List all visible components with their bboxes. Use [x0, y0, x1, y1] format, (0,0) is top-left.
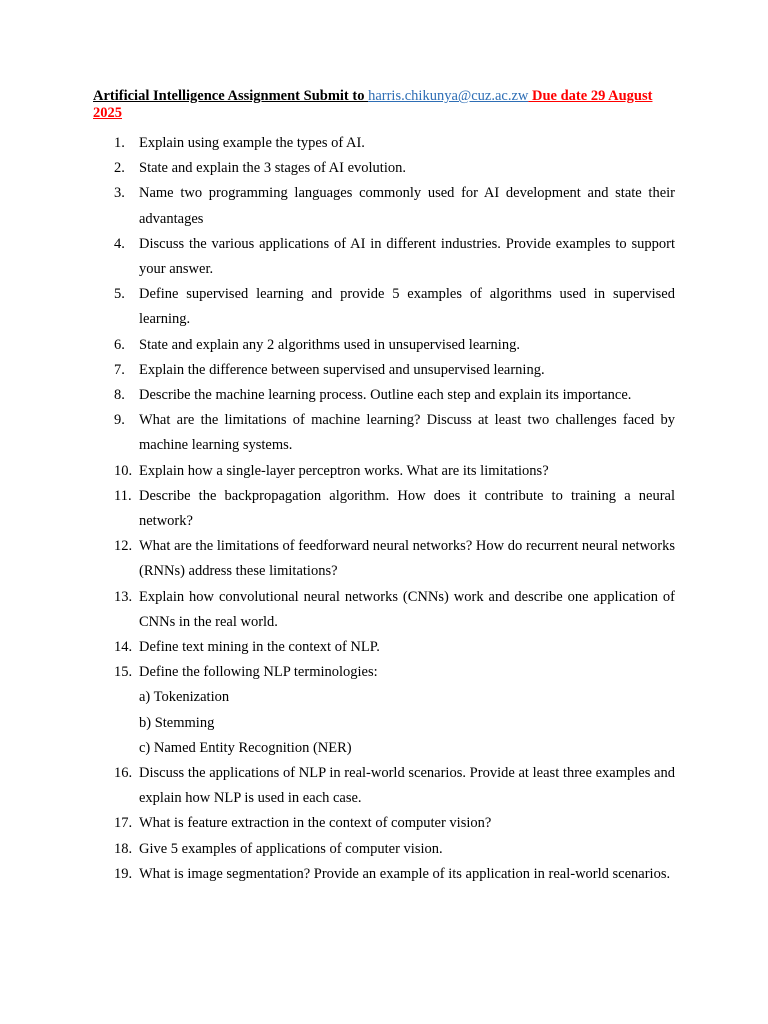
question-item [93, 862, 675, 887]
question-list [93, 131, 675, 887]
question-number: 4. [114, 235, 125, 252]
question-item [93, 282, 675, 332]
question-text: Describe the backpropagation algorithm. How does it contribute to training a neural network? [139, 487, 675, 530]
question-number: 15. [114, 664, 133, 681]
question-text: Define the following NLP terminologies: [139, 664, 378, 681]
question-text: Give 5 examples of applications of computer vision. [139, 840, 443, 857]
email-link[interactable]: harris.chikunya@cuz.ac.zw [368, 88, 529, 104]
question-item [93, 408, 675, 458]
question-number: 10. [114, 462, 133, 479]
question-number: 19. [114, 865, 133, 882]
question-text: State and explain any 2 algorithms used in unsupervised learning. [139, 336, 520, 353]
question-item [93, 333, 675, 358]
question-text: Explain how convolutional neural networks (CNNs) work and describe one application of CNNs in the real world. [139, 588, 675, 630]
question-text: What are the limitations of machine learning? Discuss at least two challenges faced by machine learning systems. [139, 412, 675, 454]
header-title: Artificial Intelligence Assignment Submit to [93, 88, 369, 104]
question-text: Name two programming languages commonly used for AI development and state their advantages [139, 185, 675, 227]
question-item [93, 459, 675, 484]
question-number: 9. [114, 412, 125, 429]
question-item [93, 383, 675, 408]
question-item [93, 660, 675, 761]
question-text: State and explain the 3 stages of AI evolution. [139, 160, 406, 177]
question-number: 1. [114, 135, 125, 151]
question-item [93, 534, 675, 584]
question-number: 7. [114, 361, 125, 378]
question-text: Define text mining in the context of NLP. [139, 639, 380, 656]
question-number: 18. [114, 840, 133, 857]
question-item [93, 761, 675, 811]
question-text: Discuss the various applications of AI in different industries. Provide examples to support your answer. [139, 235, 675, 278]
question-item [93, 585, 675, 635]
question-item [93, 232, 675, 282]
question-item [93, 181, 675, 231]
question-number: 11. [114, 487, 132, 504]
question-number: 13. [114, 588, 133, 605]
question-number: 6. [114, 336, 125, 353]
question-number: 5. [114, 286, 125, 303]
question-text: Discuss the applications of NLP in real-world scenarios. Provide at least three examples and explain how NLP is used in each case. [139, 765, 675, 807]
question-number: 12. [114, 538, 133, 555]
question-item [93, 358, 675, 383]
sub-question: a) Tokenization [139, 689, 230, 706]
assignment-header [93, 88, 683, 122]
sub-question: b) Stemming [139, 714, 215, 731]
question-number: 16. [114, 765, 133, 782]
question-item [93, 635, 675, 660]
question-item [93, 837, 675, 862]
question-item [93, 156, 675, 181]
question-text: What are the limitations of feedforward neural networks? How do recurrent neural networks (RNNs) address these limitations? [139, 538, 675, 580]
question-item [93, 131, 675, 156]
question-number: 2. [114, 160, 125, 177]
question-item [93, 811, 675, 836]
question-item [93, 484, 675, 534]
question-number: 17. [114, 815, 133, 832]
question-text: What is image segmentation? Provide an example of its application in real-world scenarios. [139, 865, 671, 882]
question-text: Explain how a single-layer perceptron works. What are its limitations? [139, 462, 549, 479]
question-number: 14. [114, 639, 133, 656]
question-text: Describe the machine learning process. Outline each step and explain its importance. [139, 387, 632, 404]
question-text: Define supervised learning and provide 5 examples of algorithms used in supervised learning. [139, 286, 675, 328]
question-text: Explain using example the types of AI. [139, 135, 365, 151]
question-text: Explain the difference between supervised and unsupervised learning. [139, 361, 545, 378]
question-number: 8. [114, 387, 125, 404]
sub-question: c) Named Entity Recognition (NER) [139, 739, 352, 756]
due-date: Due date 29 August 2025 [93, 88, 653, 121]
question-text: What is feature extraction in the context of computer vision? [139, 815, 492, 832]
question-number: 3. [114, 185, 125, 202]
